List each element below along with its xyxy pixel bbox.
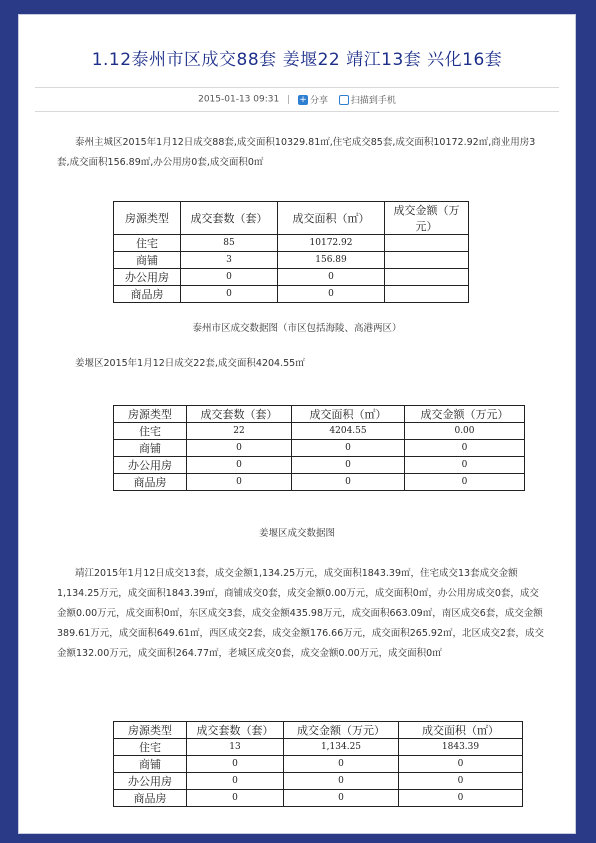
table-cell: 0	[399, 773, 523, 790]
table-row	[114, 756, 523, 773]
header-cell: 成交面积（㎡）	[292, 406, 405, 423]
table-cell: 4204.55	[292, 423, 405, 440]
scan-to-phone-button[interactable]	[339, 95, 396, 105]
header-cell: 成交套数（套）	[181, 202, 278, 235]
table-cell: 0.00	[405, 423, 525, 440]
row-label: 办公用房	[114, 269, 181, 286]
table-cell: 1843.39	[399, 739, 523, 756]
header-cell: 房源类型	[114, 722, 187, 739]
header-cell: 房源类型	[114, 406, 187, 423]
table-cell: 0	[187, 756, 284, 773]
table-cell: 0	[187, 457, 292, 474]
jingjiang-table	[113, 721, 523, 807]
jingjiang-paragraph: 靖江2015年1月12日成交13套，成交金额1,134.25万元，成交面积1843.39㎡，住宅成交13套成交金额1,134.25万元，成交面积1843.39㎡，商铺成交0套，成交金额0.00万元，成交面积0㎡，办公用房成交0套，成交金额0.00万元，成交面积0㎡，东区成交3套，成交金额435.98万元，成交面积663.09㎡，南区成交6套，成交金额389.61万元，成交面积649.61㎡，西区成交2套，成交金额176.66万元，成交面积265.92㎡，北区成交2套，成交金额132.00万元，成交面积264.77㎡，老城区成交0套，成交金额0.00万元，成交面积0㎡	[57, 568, 545, 659]
table-cell: 3	[181, 252, 278, 269]
table-cell	[385, 286, 469, 303]
header-cell: 房源类型	[114, 202, 181, 235]
table-cell: 0	[187, 474, 292, 491]
qr-code-icon	[339, 95, 349, 105]
taizhou-paragraph: 泰州主城区2015年1月12日成交88套,成交面积10329.81㎡,住宅成交85套,成交面积10172.92㎡,商业用房3套,成交面积156.89㎡,办公用房0套,成交面积0㎡	[57, 137, 536, 168]
article-page	[18, 14, 576, 834]
table-row	[114, 474, 525, 491]
table-row	[114, 790, 523, 807]
table-cell: 1,134.25	[284, 739, 399, 756]
table-cell: 0	[284, 756, 399, 773]
meta-separator: |	[287, 94, 291, 105]
table-row	[114, 440, 525, 457]
header-cell: 成交金额（万元）	[385, 202, 469, 235]
article-title: 1.12泰州市区成交88套 姜堰22 靖江13套 兴化16套	[91, 50, 503, 70]
publish-date: 2015-01-13 09:31	[198, 94, 280, 105]
table-cell: 13	[187, 739, 284, 756]
table-cell	[385, 235, 469, 252]
table-cell: 0	[405, 440, 525, 457]
row-label: 住宅	[114, 235, 181, 252]
meta-divider	[35, 111, 559, 112]
table-cell: 0	[405, 474, 525, 491]
table-cell	[385, 269, 469, 286]
header-cell: 成交面积（㎡）	[399, 722, 523, 739]
table-cell: 0	[399, 790, 523, 807]
row-label: 商铺	[114, 252, 181, 269]
table-cell: 0	[292, 457, 405, 474]
share-label: 分享	[310, 96, 329, 106]
table-row	[114, 739, 523, 756]
table-cell: 10172.92	[278, 235, 385, 252]
header-cell: 成交套数（套）	[187, 722, 284, 739]
table-row	[114, 457, 525, 474]
table-cell: 156.89	[278, 252, 385, 269]
jiangyan-paragraph: 姜堰区2015年1月12日成交22套,成交面积4204.55㎡	[75, 358, 305, 369]
table-cell: 0	[292, 440, 405, 457]
table-header-row	[114, 202, 469, 235]
row-label: 商品房	[114, 474, 187, 491]
table-cell: 0	[187, 440, 292, 457]
table-cell: 85	[181, 235, 278, 252]
table-row	[114, 235, 469, 252]
table-cell	[385, 252, 469, 269]
table-cell: 0	[181, 269, 278, 286]
table-row	[114, 773, 523, 790]
table-row	[114, 269, 469, 286]
table-row	[114, 286, 469, 303]
row-label: 办公用房	[114, 457, 187, 474]
table-row	[114, 423, 525, 440]
taizhou-caption: 泰州市区成交数据图（市区包括海陵、高港两区）	[192, 323, 402, 334]
table-cell: 0	[405, 457, 525, 474]
header-cell: 成交套数（套）	[187, 406, 292, 423]
header-cell: 成交金额（万元）	[405, 406, 525, 423]
table-cell: 22	[187, 423, 292, 440]
row-label: 商铺	[114, 756, 187, 773]
table-header-row	[114, 722, 523, 739]
table-cell: 0	[399, 756, 523, 773]
header-cell: 成交面积（㎡）	[278, 202, 385, 235]
table-cell: 0	[284, 773, 399, 790]
taizhou-table	[113, 201, 469, 303]
share-plus-icon: +	[299, 94, 307, 105]
row-label: 商品房	[114, 286, 181, 303]
table-cell: 0	[187, 773, 284, 790]
jiangyan-caption: 姜堰区成交数据图	[258, 528, 335, 539]
title-divider	[35, 87, 559, 88]
table-cell: 0	[278, 286, 385, 303]
table-cell: 0	[181, 286, 278, 303]
row-label: 商品房	[114, 790, 187, 807]
share-button[interactable]	[298, 95, 331, 105]
row-label: 办公用房	[114, 773, 187, 790]
row-label: 住宅	[114, 739, 187, 756]
table-cell: 0	[187, 790, 284, 807]
header-cell: 成交金额（万元）	[284, 722, 399, 739]
row-label: 住宅	[114, 423, 187, 440]
jiangyan-table	[113, 405, 525, 491]
table-row	[114, 252, 469, 269]
table-cell: 0	[278, 269, 385, 286]
table-cell: 0	[292, 474, 405, 491]
row-label: 商铺	[114, 440, 187, 457]
article-meta	[19, 93, 575, 106]
scan-label: 扫描到手机	[350, 96, 396, 106]
table-cell: 0	[284, 790, 399, 807]
table-header-row	[114, 406, 525, 423]
